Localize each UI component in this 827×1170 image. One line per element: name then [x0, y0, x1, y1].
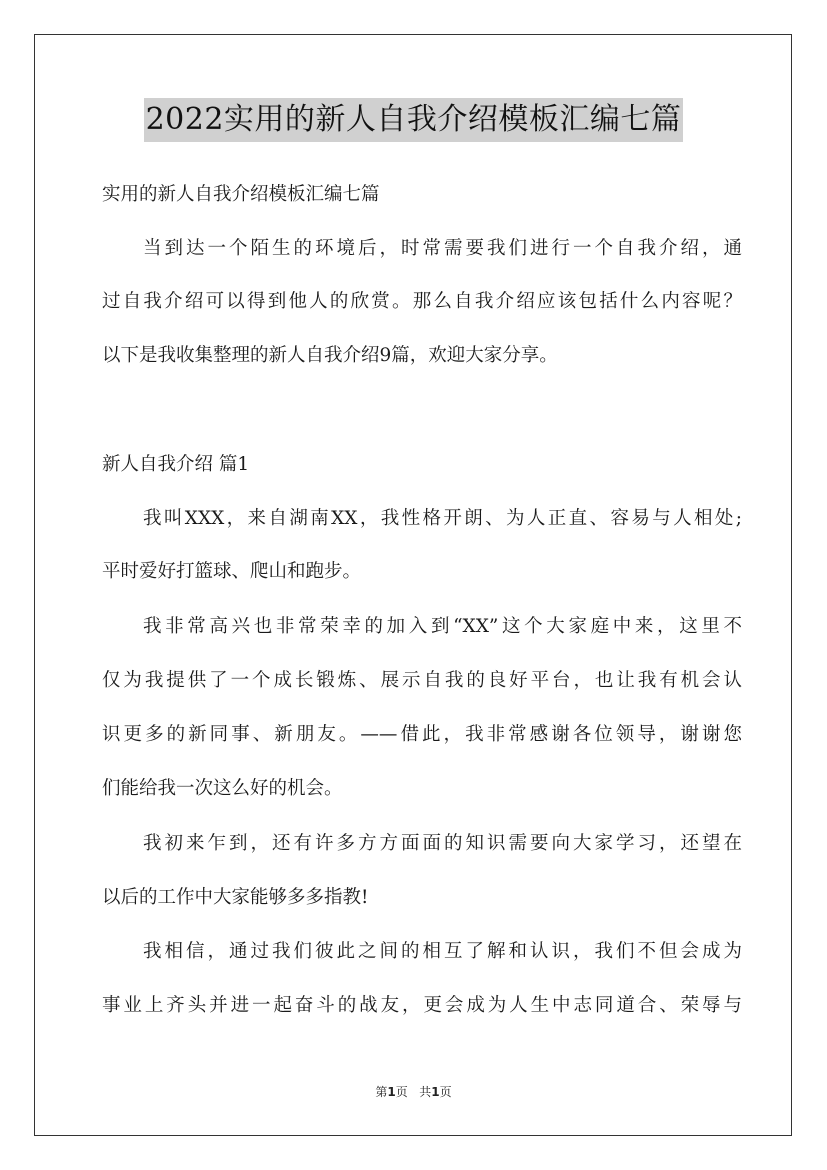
document-subtitle: 实用的新人自我介绍模板汇编七篇: [102, 184, 380, 205]
footer-total-prefix: 共: [419, 1085, 432, 1099]
para4-line-2: 事业上齐头并进一起奋斗的战友，更会成为人生中志同道合、荣辱与: [102, 995, 742, 1016]
title-container: [0, 98, 827, 142]
para3-line-1: 我初来乍到，还有许多方方面面的知识需要向大家学习，还望在: [143, 833, 742, 854]
document-title: 2022实用的新人自我介绍模板汇编七篇: [144, 98, 684, 142]
para4-line-1: 我相信，通过我们彼此之间的相互了解和认识，我们不但会成为: [143, 941, 742, 962]
para2-line-1: 我非常高兴也非常荣幸的加入到“XX”这个大家庭中来，这里不: [143, 616, 742, 637]
para2-line-4: 们能给我一次这么好的机会。: [102, 778, 343, 799]
para2-line-3: 识更多的新同事、新朋友。——借此，我非常感谢各位领导，谢谢您: [102, 724, 742, 745]
footer-page-prefix: 第: [375, 1085, 388, 1099]
intro-line-3: 以下是我收集整理的新人自我介绍9篇，欢迎大家分享。: [102, 345, 558, 366]
footer-page-current: 1: [387, 1085, 396, 1099]
intro-line-2: 过自我介绍可以得到他人的欣赏。那么自我介绍应该包括什么内容呢？: [102, 291, 742, 312]
footer-total-suffix: 页: [439, 1085, 452, 1099]
section-heading: 新人自我介绍 篇1: [102, 454, 250, 475]
para2-line-2: 仅为我提供了一个成长锻炼、展示自我的良好平台，也让我有机会认: [102, 670, 742, 691]
intro-line-1: 当到达一个陌生的环境后，时常需要我们进行一个自我介绍，通: [143, 238, 742, 259]
para1-line-1: 我叫XXX，来自湖南XX，我性格开朗、为人正直、容易与人相处;: [143, 508, 742, 529]
page-footer: [0, 1084, 827, 1100]
para1-line-2: 平时爱好打篮球、爬山和跑步。: [102, 561, 362, 582]
para3-line-2: 以后的工作中大家能够多多指教!: [102, 887, 369, 908]
footer-total-pages: 1: [431, 1085, 440, 1099]
footer-page-suffix: 页: [395, 1085, 408, 1099]
